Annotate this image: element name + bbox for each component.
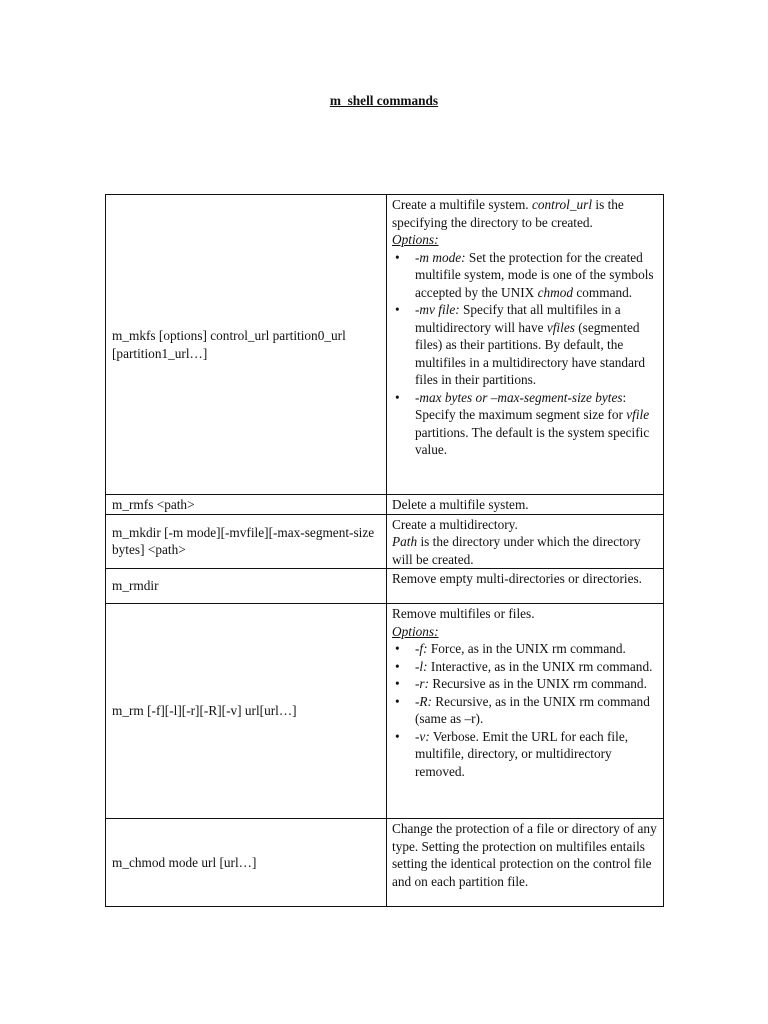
- command-cell: m_mkfs [options] control_url partition0_url [partition1_url…]: [106, 195, 387, 495]
- list-item: [392, 675, 659, 693]
- table-row: [106, 604, 664, 819]
- description-text: is the directory under which the directory will be created.: [392, 534, 641, 567]
- description-italic: Path: [392, 534, 418, 549]
- list-item: [392, 301, 659, 389]
- option-text: Force, as in the UNIX rm command.: [427, 641, 626, 656]
- description-cell: [387, 604, 664, 819]
- list-item: [392, 640, 659, 658]
- option-text: : Specify the maximum segment size for: [415, 389, 627, 422]
- option-flag: -l:: [415, 658, 428, 674]
- list-item: [392, 658, 659, 676]
- table-row: [106, 569, 664, 604]
- description-italic: control_url: [531, 197, 593, 212]
- option-flag: -max bytes or –max-segment-size bytes: [415, 389, 623, 405]
- command-cell: m_rmdir: [106, 569, 387, 604]
- list-item: [392, 728, 659, 781]
- table-row: [106, 495, 664, 515]
- description-cell: [387, 195, 664, 495]
- options-list: [392, 640, 659, 780]
- page-title: m_shell commands: [329, 93, 439, 108]
- options-list: [392, 249, 659, 459]
- option-italic: vfiles: [546, 319, 575, 335]
- command-cell: m_rmfs <path>: [106, 495, 387, 515]
- command-cell: m_chmod mode url [url…]: [106, 819, 387, 907]
- option-text: Set the protection for the created multifile system, mode is one of the symbols accepted by the UNIX: [415, 249, 654, 300]
- option-flag: -v:: [415, 728, 430, 744]
- description-cell: Remove empty multi-directories or directories.: [387, 569, 664, 604]
- option-text: Recursive, as in the UNIX rm command (same as –r).: [415, 693, 650, 726]
- option-flag: -R:: [415, 693, 432, 709]
- option-text: command.: [573, 284, 633, 300]
- option-flag: -f:: [415, 641, 428, 656]
- description-cell: [387, 514, 664, 569]
- list-item: [392, 693, 659, 728]
- description-cell: Delete a multifile system.: [387, 495, 664, 515]
- option-flag: -r:: [415, 676, 430, 691]
- description-text: Create a multifile system.: [392, 197, 532, 212]
- list-item: [392, 249, 659, 302]
- description-text: Remove multifiles or files.: [392, 606, 535, 621]
- option-text: Specify that all multifiles in a multidirectory will have: [415, 302, 621, 335]
- option-text: (segmented files) as their partitions. By default, the multifiles in a multidirectory have standard files in their partitions.: [415, 319, 646, 387]
- table-row: [106, 195, 664, 495]
- list-item: [392, 389, 659, 459]
- option-flag: -mv file:: [415, 302, 460, 317]
- commands-table: [105, 194, 664, 907]
- table-row: [106, 819, 664, 907]
- option-italic: chmod: [537, 284, 574, 300]
- option-text: Interactive, as in the UNIX rm command.: [427, 658, 653, 674]
- table-row: [106, 514, 664, 569]
- option-flag: -m mode:: [415, 249, 466, 265]
- option-text: Verbose. Emit the URL for each file, multifile, directory, or multidirectory removed.: [415, 728, 629, 779]
- description-cell: Change the protection of a file or directory of any type. Setting the protection on multifiles entails setting the identical protection on the control file and on each partition file.: [387, 819, 664, 907]
- options-label: Options:: [392, 232, 439, 247]
- option-italic: vfile: [626, 407, 650, 422]
- description-text: is the specifying the directory to be created.: [392, 197, 624, 230]
- description-text: Create a multidirectory.: [392, 516, 518, 532]
- option-text: Recursive as in the UNIX rm command.: [429, 676, 647, 691]
- command-cell: m_mkdir [-m mode][-mvfile][-max-segment-size bytes] <path>: [106, 514, 387, 569]
- command-cell: m_rm [-f][-l][-r][-R][-v] url[url…]: [106, 604, 387, 819]
- option-text: partitions. The default is the system specific value.: [415, 424, 650, 457]
- options-label: Options:: [392, 623, 439, 639]
